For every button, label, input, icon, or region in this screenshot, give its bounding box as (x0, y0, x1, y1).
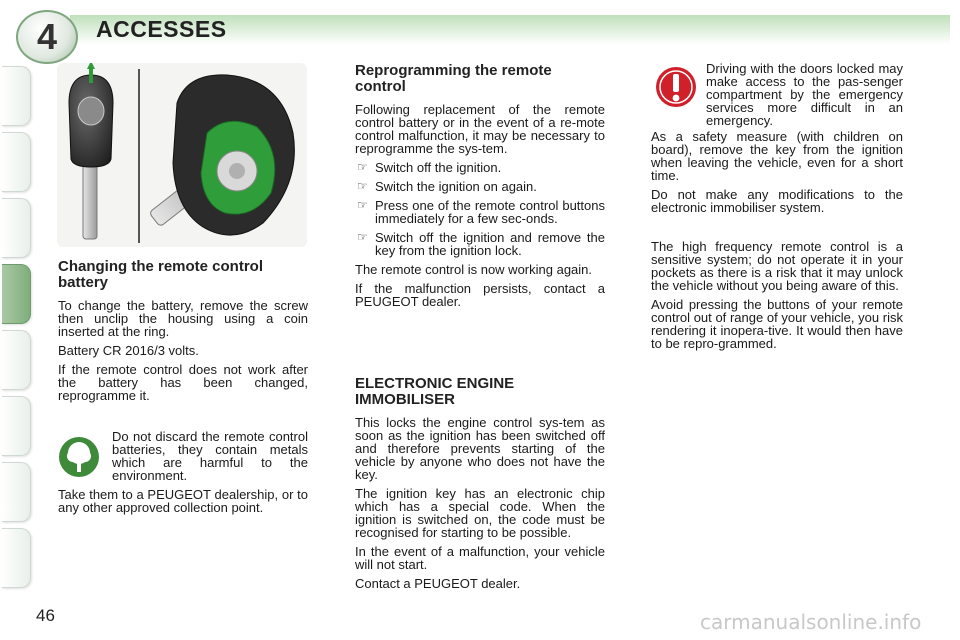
battery-heading: Changing the remote control battery (58, 258, 264, 291)
page-title: ACCESSES (96, 16, 227, 42)
paragraph: This locks the engine control sys-tem as soon as the ignition has been switched off and therefore prevents starting of the vehicle by anyone who does not have the key. (355, 415, 605, 482)
paragraph: To change the battery, remove the screw then unclip the housing using a coin inserted at the ring. (58, 298, 308, 339)
watermark: carmanualsonline.info (700, 610, 922, 634)
chapter-number-badge (16, 10, 78, 64)
env-followup-text: Take them to a PEUGEOT dealership, or to any other approved collection point. (58, 487, 308, 515)
chapter-tab[interactable] (2, 132, 31, 192)
list-item: ☞ Switch the ignition on again. (357, 179, 537, 194)
paragraph: If the remote control does not work after the battery has been changed, reprogramme it. (58, 362, 308, 403)
paragraph: If the malfunction persists, contact a PEUGEOT dealer. (355, 281, 605, 309)
chapter-tab[interactable] (2, 198, 31, 258)
remote-key-illustration (57, 63, 307, 247)
list-item: ☞ Switch off the ignition. (357, 160, 502, 175)
pointing-hand-icon: ☞ (357, 198, 368, 212)
env-notice-text: Do not discard the remote control batteries, they contain metals which are harmful to the environment. (112, 429, 308, 483)
chapter-tab[interactable] (2, 330, 31, 390)
left-column (58, 259, 308, 408)
immobiliser-heading: ELECTRONIC ENGINE IMMOBILISER (355, 375, 515, 408)
paragraph: Avoid pressing the buttons of your remote control out of range of your vehicle, you risk rendering it inopera-tive. It would then have to be repro-grammed. (651, 297, 903, 351)
pointing-hand-icon: ☞ (357, 230, 368, 244)
chapter-tab[interactable] (2, 528, 31, 588)
warning-icon (655, 66, 697, 108)
paragraph: Following replacement of the remote control battery or in the event of a re-mote control malfunction, it may be necessary to reprogramme the sys-tem. (355, 102, 605, 156)
paragraph: Do not make any modifications to the electronic immobiliser system. (651, 187, 903, 215)
chapter-tab[interactable] (2, 66, 31, 126)
pointing-hand-icon: ☞ (357, 160, 368, 174)
chapter-tab[interactable] (2, 462, 31, 522)
paragraph: As a safety measure (with children on board), remove the key from the ignition when leaving the vehicle, even for a short time. (651, 129, 903, 183)
remote-warning-section (651, 240, 903, 356)
page-number: 46 (36, 606, 55, 625)
list-item: ☞ Switch off the ignition and remove the key from the ignition lock. (357, 230, 605, 258)
remote-key-photo (57, 63, 307, 247)
steps-list (355, 161, 605, 257)
paragraph: The remote control is now working again. (355, 262, 593, 277)
immobiliser-section (355, 376, 605, 596)
middle-column (355, 63, 605, 314)
paragraph: The high frequency remote control is a sensitive system; do not operate it in your pockets as there is a risk that it may unlock the vehicle without you being aware of this. (651, 239, 903, 293)
warning-text: Driving with the doors locked may make access to the pas-senger compartment by the emergency services more difficult in an emergency. (706, 61, 903, 128)
list-item: ☞ Press one of the remote control buttons immediately for a few sec-onds. (357, 198, 605, 226)
reprogramming-heading: Reprogramming the remote control (355, 62, 552, 95)
chapter-tabs (0, 40, 34, 576)
paragraph: Battery CR 2016/3 volts. (58, 343, 199, 358)
paragraph: The ignition key has an electronic chip which has a special code. When the ignition is switched on, the code must be recognised for starting to be possible. (355, 486, 605, 540)
pointing-hand-icon: ☞ (357, 179, 368, 193)
chapter-tab[interactable] (2, 396, 31, 456)
tree-icon (58, 436, 100, 478)
paragraph: Contact a PEUGEOT dealer. (355, 576, 521, 591)
chapter-number: 4 (36, 16, 58, 57)
right-column (651, 130, 903, 220)
paragraph: In the event of a malfunction, your vehicle will not start. (355, 544, 605, 572)
chapter-tab-active[interactable] (2, 264, 31, 324)
